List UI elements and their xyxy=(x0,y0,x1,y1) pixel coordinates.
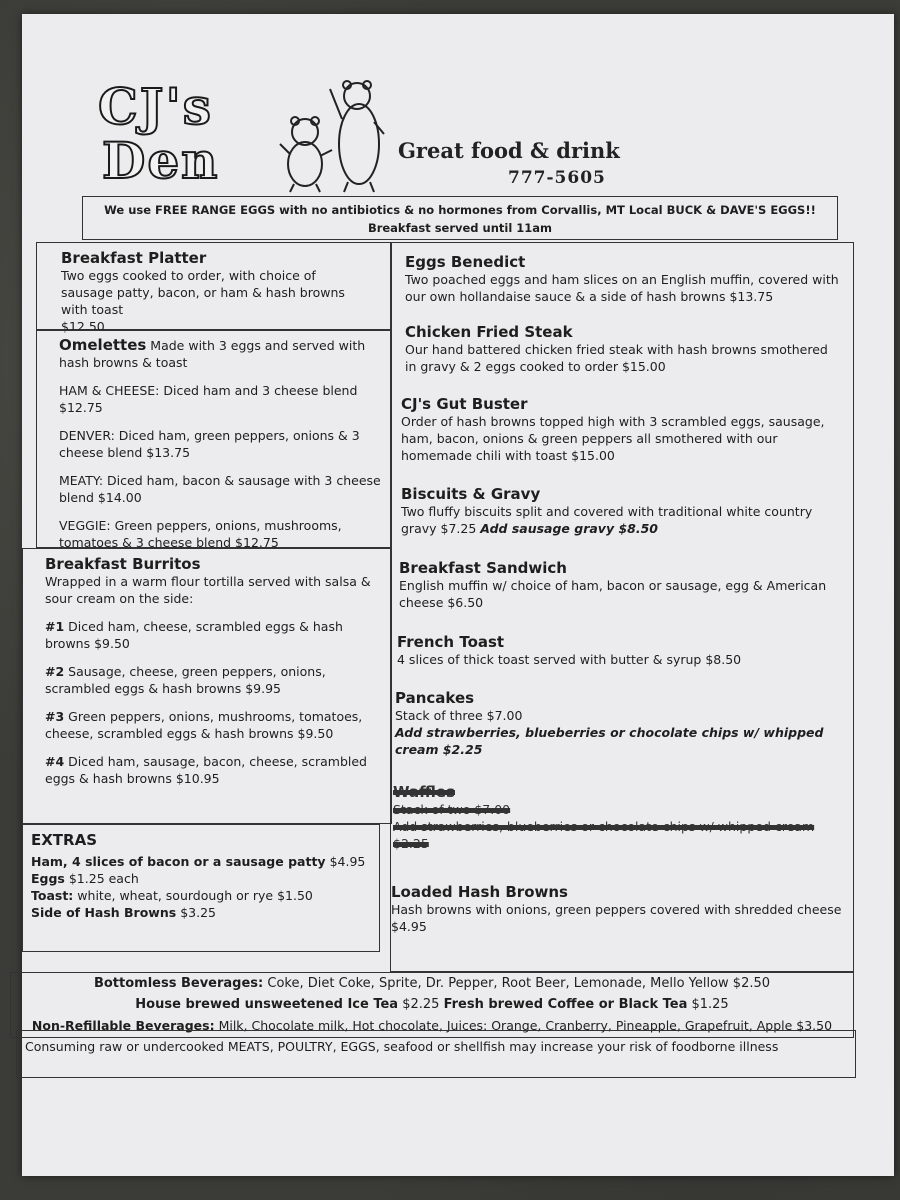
notice-line1: We use FREE RANGE EGGS with no antibiotics & no hormones from Corvallis, MT Local BUCK & DAVE'S EGGS!! xyxy=(104,203,816,217)
breakfast-platter-price: $12.50 xyxy=(61,319,105,334)
extras-item: Ham, 4 slices of bacon or a sausage patty $4.95 xyxy=(31,854,366,869)
breakfast-platter-title: Breakfast Platter xyxy=(61,249,207,267)
omelette-item: MEATY: Diced ham, bacon & sausage with 3 cheese blend $14.00 xyxy=(59,473,381,505)
item-breakfast-sandwich: Breakfast Sandwich English muffin w/ choice of ham, bacon or sausage, egg & American cheese $6.50 xyxy=(399,559,827,610)
omelettes-title: Omelettes xyxy=(59,336,147,354)
item-waffles-struck: Waffles Stack of two $7.00 Add strawberries, blueberries or chocolate chips w/ whipped cream $2.25 xyxy=(393,783,815,851)
bottomless-line: Bottomless Beverages: Coke, Diet Coke, Sprite, Dr. Pepper, Root Beer, Lemonade, Mello Yellow $2.50 xyxy=(93,976,771,991)
item-pancakes: Pancakes Stack of three $7.00 Add strawberries, blueberries or chocolate chips w/ whipped cream $2.25 xyxy=(395,689,824,757)
tea-coffee-line: House brewed unsweetened Ice Tea $2.25 Fresh brewed Coffee or Black Tea $1.25 xyxy=(135,997,729,1012)
item-chicken-fried-steak: Chicken Fried Steak Our hand battered chicken fried steak with hash browns smothered in gravy & 2 eggs cooked to order $15.00 xyxy=(405,323,828,374)
omelette-item: HAM & CHEESE: Diced ham and 3 cheese blend $12.75 xyxy=(59,383,358,415)
omelettes-intro: Made with 3 eggs and served with hash browns & toast xyxy=(59,338,366,370)
omelette-item: DENVER: Diced ham, green peppers, onions & 3 cheese blend $13.75 xyxy=(59,428,360,460)
notice-line2: Breakfast served until 11am xyxy=(367,221,553,235)
bears-illustration xyxy=(272,74,392,194)
item-eggs-benedict: Eggs Benedict Two poached eggs and ham slices on an English muffin, covered with our own hollandaise sauce & a side of hash browns $13.75 xyxy=(405,253,839,304)
item-gut-buster: CJ's Gut Buster Order of hash browns topped high with 3 scrambled eggs, sausage, ham, bacon, onions & green peppers all smothered with our homemade chili with toast $15.00 xyxy=(401,395,825,463)
extras-item: Side of Hash Browns $3.25 xyxy=(31,905,216,920)
nonrefill-line: Non-Refillable Beverages: Milk, Chocolate milk, Hot chocolate, Juices: Orange, Cranberry, Pineapple, Grapefruit, Apple $3.50 xyxy=(31,1018,833,1033)
burritos-intro: Wrapped in a warm flour tortilla served with salsa & sour cream on the side: xyxy=(45,574,371,606)
omelette-item: VEGGIE: Green peppers, onions, mushrooms, tomatoes & 3 cheese blend $12.75 xyxy=(59,518,342,550)
item-loaded-hash-browns: Loaded Hash Browns Hash browns with onions, green peppers covered with shredded cheese $4.95 xyxy=(391,883,842,934)
burrito-item: #1 Diced ham, cheese, scrambled eggs & hash browns $9.50 xyxy=(45,619,343,651)
notice-box xyxy=(82,196,838,240)
item-french-toast: French Toast 4 slices of thick toast served with butter & syrup $8.50 xyxy=(397,633,742,667)
extras-title: EXTRAS xyxy=(31,831,98,849)
right-column-box xyxy=(390,242,854,972)
burrito-item: #4 Diced ham, sausage, bacon, cheese, scrambled eggs & hash browns $10.95 xyxy=(45,754,367,786)
burrito-item: #2 Sausage, cheese, green peppers, onions, scrambled eggs & hash browns $9.95 xyxy=(45,664,326,696)
omelettes-box xyxy=(36,330,392,548)
menu-paper xyxy=(22,14,894,1176)
breakfast-platter-box xyxy=(36,242,392,334)
food-warning: Consuming raw or undercooked MEATS, POULTRY, EGGS, seafood or shellfish may increase your risk of foodborne illness xyxy=(16,1030,856,1078)
extras-item: Eggs $1.25 each xyxy=(31,871,139,886)
burrito-item: #3 Green peppers, onions, mushrooms, tomatoes, cheese, scrambled eggs & hash browns $9.50 xyxy=(45,709,363,741)
extras-item: Toast: white, wheat, sourdough or rye $1.50 xyxy=(31,888,313,903)
item-biscuits-gravy: Biscuits & Gravy Two fluffy biscuits split and covered with traditional white country gravy $7.25 Add sausage gravy $8.50 xyxy=(401,485,813,536)
logo-line2: Den xyxy=(102,131,220,190)
logo-line1: CJ's xyxy=(98,77,213,136)
extras-box xyxy=(22,824,380,952)
burritos-box xyxy=(22,548,392,824)
phone-number: 777-5605 xyxy=(508,168,606,188)
beverages-box xyxy=(10,972,854,1038)
breakfast-platter-desc: Two eggs cooked to order, with choice of sausage patty, bacon, or ham & hash browns with toast xyxy=(61,268,345,317)
tagline: Great food & drink xyxy=(398,138,620,163)
burritos-title: Breakfast Burritos xyxy=(45,555,201,573)
